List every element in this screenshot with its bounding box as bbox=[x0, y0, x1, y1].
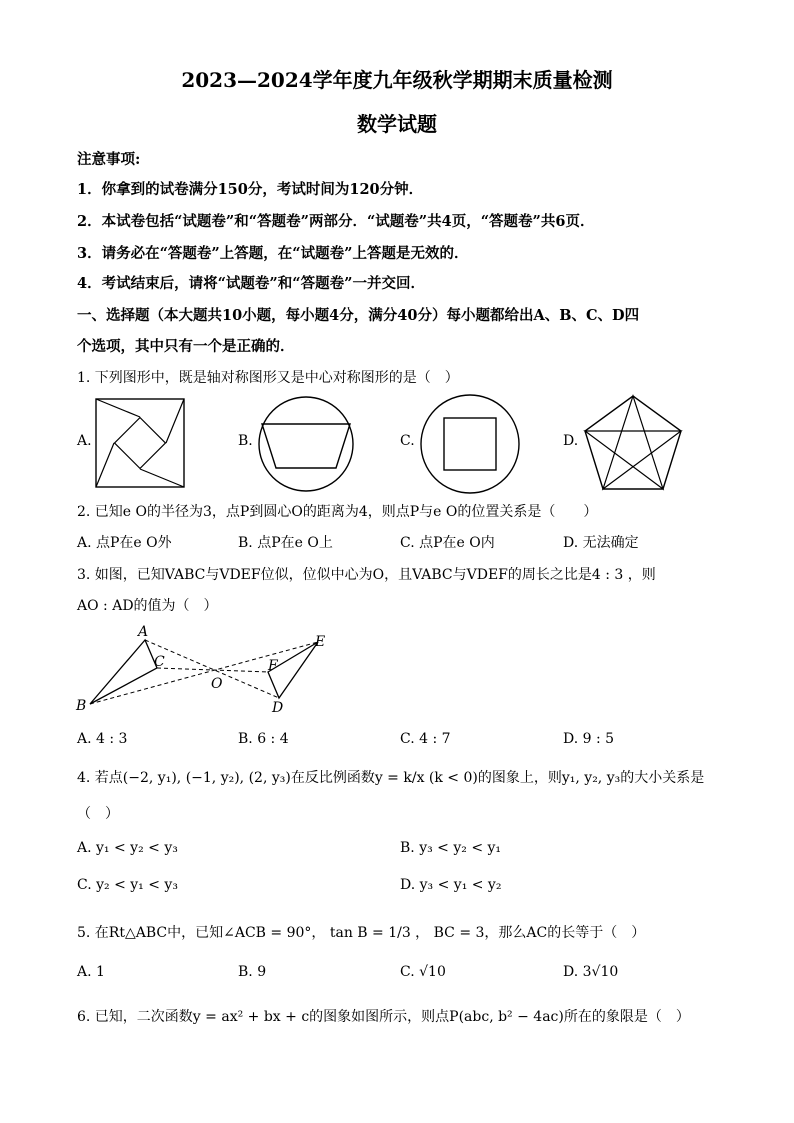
q2-option-b: B. 点P在e O上 bbox=[238, 535, 333, 551]
notice-item-1: 1．你拿到的试卷满分150分，考试时间为120分钟． bbox=[77, 181, 424, 198]
q3-option-b: B. 6 : 4 bbox=[238, 731, 289, 747]
q3-option-a: A. 4 : 3 bbox=[77, 731, 128, 747]
q1-option-c-label: C. bbox=[400, 433, 415, 449]
q5-option-a: A. 1 bbox=[77, 964, 105, 980]
page-subtitle: 数学试题 bbox=[357, 112, 437, 136]
q5-option-b: B. 9 bbox=[238, 964, 267, 980]
notice-item-4: 4．考试结束后，请将“试题卷”和“答题卷”一并交回． bbox=[77, 275, 425, 292]
q1-option-a-label: A. bbox=[77, 433, 92, 449]
q1-figure-d bbox=[580, 392, 686, 494]
question-5-stem: 5. 在Rt△ABC中，已知∠ACB = 90°， tan B = 1/3 ， BC = 3，那么AC的长等于（ ） bbox=[77, 925, 646, 941]
q4-option-d: D. y₃ < y₁ < y₂ bbox=[400, 877, 502, 893]
page-title: 2023—2024学年度九年级秋学期期末质量检测 bbox=[181, 68, 613, 92]
q5-option-d: D. 3√10 bbox=[563, 964, 619, 980]
q1-option-b-label: B. bbox=[238, 433, 253, 449]
question-4-stem-line-2: （ ） bbox=[77, 806, 119, 822]
section-heading-line-1: 一、选择题（本大题共10小题，每小题4分，满分40分）每小题都给出A、B、C、D四 bbox=[77, 307, 640, 324]
q4-option-c: C. y₂ < y₁ < y₃ bbox=[77, 877, 178, 893]
q3-label-f: F bbox=[268, 658, 278, 674]
notice-heading: 注意事项: bbox=[77, 151, 141, 168]
q3-label-a: A bbox=[138, 624, 149, 640]
notice-item-2: 2．本试卷包括“试题卷”和“答题卷”两部分．“试题卷”共4页，“答题卷”共6页． bbox=[77, 213, 595, 230]
section-heading-line-2: 个选项，其中只有一个是正确的． bbox=[77, 338, 295, 355]
q3-figure bbox=[70, 620, 340, 720]
q4-option-a: A. y₁ < y₂ < y₃ bbox=[77, 840, 178, 856]
notice-item-3: 3．请务必在“答题卷”上答题，在“试题卷”上答题是无效的． bbox=[77, 245, 469, 262]
q2-option-a: A. 点P在e O外 bbox=[77, 535, 172, 551]
q1-option-d-label: D. bbox=[563, 433, 579, 449]
question-6-stem: 6. 已知，二次函数y = ax² + bx + c的图象如图所示，则点P(abc, b² − 4ac)所在的象限是（ ） bbox=[77, 1009, 690, 1025]
q1-figure-a bbox=[94, 397, 186, 489]
q4-option-b: B. y₃ < y₂ < y₁ bbox=[400, 840, 502, 856]
q3-label-c: C bbox=[154, 654, 165, 670]
q3-option-c: C. 4 : 7 bbox=[400, 731, 451, 747]
question-3-stem-line-2: AO : AD的值为（ ） bbox=[77, 598, 218, 614]
q2-option-d: D. 无法确定 bbox=[563, 535, 639, 551]
q2-option-c: C. 点P在e O内 bbox=[400, 535, 495, 551]
question-1-stem: 1. 下列图形中，既是轴对称图形又是中心对称图形的是（ ） bbox=[77, 370, 459, 386]
q3-label-e: E bbox=[315, 634, 326, 650]
question-3-stem-line-1: 3. 如图，已知VABC与VDEF位似，位似中心为O，且VABC与VDEF的周长之比是4 : 3 ，则 bbox=[77, 567, 656, 583]
q5-option-c: C. √10 bbox=[400, 964, 446, 980]
question-4-stem-line-1: 4. 若点(−2, y₁), (−1, y₂), (2, y₃)在反比例函数y = k/x (k < 0)的图象上，则y₁, y₂, y₃的大小关系是 bbox=[77, 770, 705, 786]
q3-label-b: B bbox=[76, 698, 87, 714]
q1-figure-c bbox=[418, 392, 522, 496]
question-2-stem: 2. 已知e O的半径为3，点P到圆心O的距离为4，则点P与e O的位置关系是（ ） bbox=[77, 504, 598, 520]
q3-label-o: O bbox=[211, 676, 223, 692]
q3-label-d: D bbox=[272, 700, 284, 716]
q3-option-d: D. 9 : 5 bbox=[563, 731, 615, 747]
q1-figure-b bbox=[256, 394, 356, 494]
